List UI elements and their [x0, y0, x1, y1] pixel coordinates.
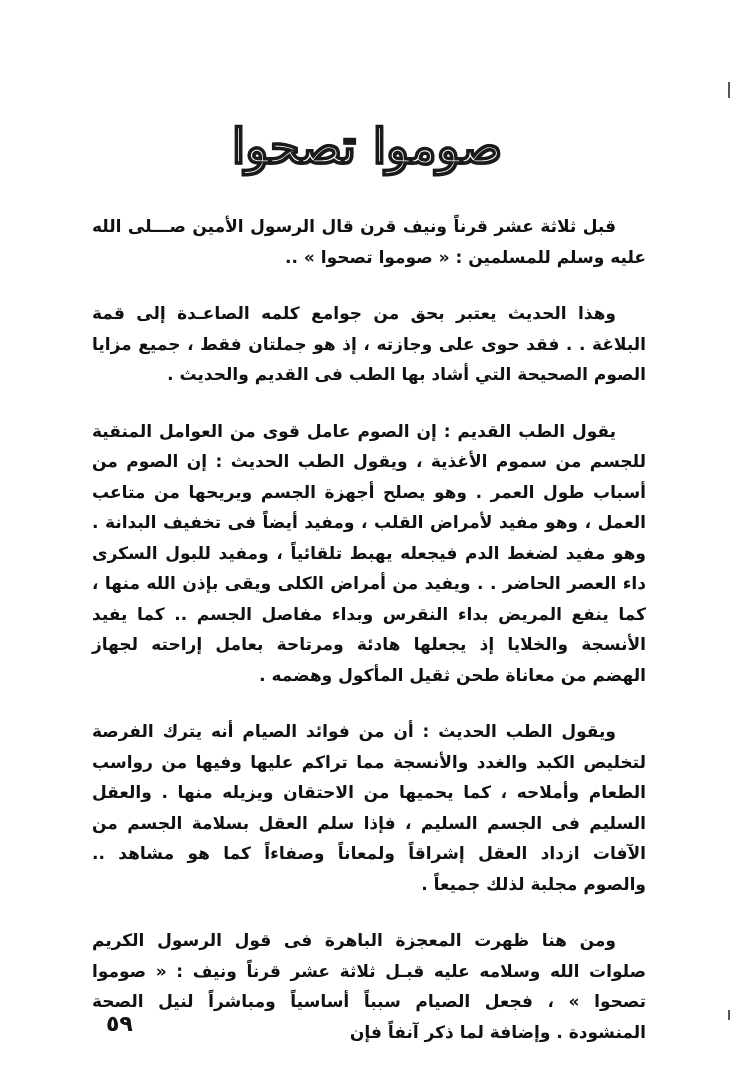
- chapter-title: صوموا تصحوا: [231, 119, 503, 175]
- page-number: ٥٩: [106, 1012, 133, 1037]
- body-text: [92, 212, 646, 1048]
- paragraph-3: يقول الطب القديم : إن الصوم عامل قوى من العوامل المنقية للجسم من سموم الأغذية ، ويقول الطب الحديث : إن الصوم من أسباب طول العمر . وهو يصلح أجهزة الجسم ويريحها من متاعب العمل ، وهو مفيد لأمراض القلب ، ومفيد أيضاً فى تخفيف البدانة . وهو مفيد لضغط الدم فيجعله يهبط تلقائياً ، ومفيد للبول السكرى داء العصر الحاضر . . ويفيد من أمراض الكلى ويقى بإذن الله منها ، كما ينفع المريض بداء النقرس وبداء مفاصل الجسم .. كما يفيد الأنسجة والخلايا إذ يجعلها هادئة ومرتاحة بعامل إراحته لجهاز الهضم من معاناة طحن ثقيل المأكول وهضمه .: [92, 421, 646, 686]
- paragraph-1: قبل ثلاثة عشر قرناً ونيف قرن قال الرسول الأمين صـــلى الله عليه وسلم للمسلمين : « صوموا تصحوا » ..: [92, 217, 646, 268]
- paragraph-5: ومن هنا ظهرت المعجزة الباهرة فى قول الرسول الكريم صلوات الله وسلامه عليه قبـل ثلاثة عشر قرناً ونيف : « صوموا تصحوا » ، فجعل الصيام سبباً أساسياً ومباشراً لنيل الصحة المنشودة . وإضافة لما ذكر آنفاً فإن: [92, 931, 646, 1043]
- paragraph-2: وهذا الحديث يعتبر بحق من جوامع كلمه الصاعـدة إلى قمة البلاغة . . فقد حوى على وجازته ، إذ هو جملتان فقط ، جميع مزايا الصوم الصحيحة التي أشاد بها الطب فى القديم والحديث .: [92, 304, 646, 385]
- page-edge-mark: [728, 1010, 730, 1020]
- page-edge-mark: [728, 82, 730, 98]
- paragraph-4: ويقول الطب الحديث : أن من فوائد الصيام أنه يترك الفرصة لتخليص الكبد والغدد والأنسجة مما تراكم عليها وفيها من رواسب الطعام وأملاحه ، كما يحميها من الاحتقان ويزيله منها . والعقل السليم فى الجسم السليم ، فإذا سلم العقل بسلامة الجسم من الآفات ازداد العقل إشراقاً ولمعاناً وصفاءاً كما هو مشاهد .. والصوم مجلبة لذلك جميعاً .: [92, 722, 646, 895]
